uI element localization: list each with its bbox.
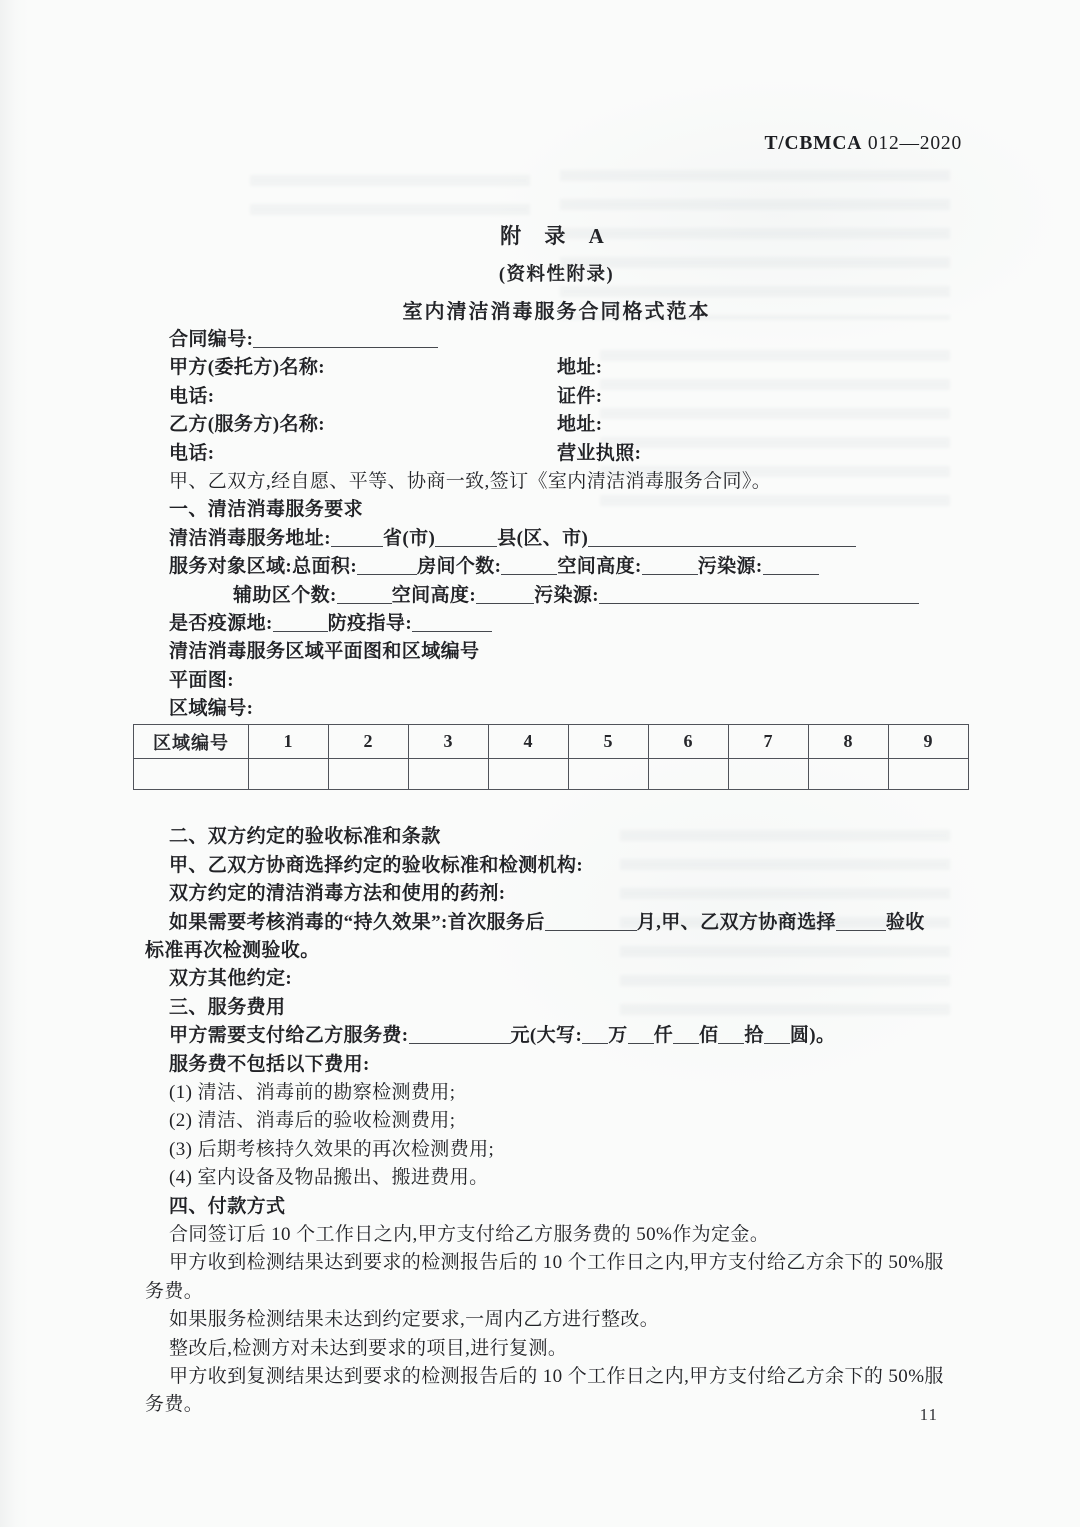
lasting-effect-line xyxy=(145,909,973,937)
text-segment: 合同编号: xyxy=(169,329,254,350)
plan-heading: 清洁消毒服务区域平面图和区域编号 xyxy=(169,641,480,663)
payment-paragraph: 甲方收到检测结果达到要求的检测报告后的 10 个工作日之内,甲方支付给乙方余下的 50%服 xyxy=(169,1252,944,1274)
blank-underline xyxy=(357,556,417,575)
fee-exclusion-item: (2) 清洁、消毒后的验收检测费用; xyxy=(169,1110,456,1132)
text-segment: 辅助区个数: xyxy=(233,584,337,606)
agreement-statement: 甲、乙双方,经自愿、平等、协商一致,签订《室内清洁消毒服务合同》。 xyxy=(169,470,772,492)
zone-table-empty-row xyxy=(134,759,969,790)
zone-table-header-cell: 4 xyxy=(489,725,569,759)
party-a-phone-label: 电话: xyxy=(169,385,215,407)
blank-underline xyxy=(764,1025,790,1044)
standard-code-prefix: T/CBMCA xyxy=(764,133,863,154)
appendix-title: 附 录 A xyxy=(500,224,613,248)
text-segment: 污染源: xyxy=(534,584,599,606)
lasting-effect-line-cont: 标准再次检测验收。 xyxy=(145,940,320,962)
title-block xyxy=(145,220,968,324)
payment-paragraph: 如果服务检测结果未达到约定要求,一周内乙方进行整改。 xyxy=(169,1309,660,1331)
zone-table-header-cell: 6 xyxy=(649,725,729,759)
text-segment: 如果需要考核消毒的“持久效果”:首次服务后 xyxy=(169,911,545,933)
zone-table-empty-cell xyxy=(409,759,489,790)
contract-number-line xyxy=(145,326,973,354)
zone-table-empty-cell xyxy=(649,759,729,790)
text-segment: 圆)。 xyxy=(789,1025,836,1047)
epidemic-source-line xyxy=(145,610,973,638)
fee-exclusion-item: (1) 清洁、消毒前的勘察检测费用; xyxy=(169,1081,456,1103)
zone-table-header-cell: 3 xyxy=(409,725,489,759)
method-agent-line: 双方约定的清洁消毒方法和使用的药剂: xyxy=(169,883,506,905)
section4-heading: 四、付款方式 xyxy=(169,1195,286,1217)
payment-paragraph-cont: 务费。 xyxy=(145,1280,204,1302)
fee-exclusion-heading: 服务费不包括以下费用: xyxy=(169,1053,370,1075)
party-a-id-label: 证件: xyxy=(557,385,603,407)
payment-paragraph-cont: 务费。 xyxy=(145,1394,204,1416)
service-address-line xyxy=(145,525,973,553)
fee-exclusion-item: (3) 后期考核持久效果的再次检测费用; xyxy=(169,1138,495,1160)
party-b-contact-row xyxy=(145,440,973,468)
party-b-address-label: 地址: xyxy=(557,414,603,436)
text-segment: 污染源: xyxy=(697,556,763,578)
text-segment: 空间高度: xyxy=(391,584,477,606)
blank-underline xyxy=(337,585,392,604)
blank-underline xyxy=(588,528,856,547)
page-number: 11 xyxy=(919,1405,938,1424)
text-segment: 防疫指导: xyxy=(327,612,413,634)
service-fee-line xyxy=(145,1022,973,1050)
party-b-phone-label: 电话: xyxy=(169,442,215,464)
text-segment: 元(大写: xyxy=(510,1025,583,1047)
zone-table-empty-cell xyxy=(134,759,249,790)
text-segment: 是否疫源地: xyxy=(169,612,273,634)
text-segment: 县(区、市) xyxy=(497,527,589,549)
zone-table-empty-cell xyxy=(569,759,649,790)
text-segment: 服务对象区域:总面积: xyxy=(169,556,358,578)
blank-underline xyxy=(545,912,637,931)
blank-underline xyxy=(476,585,534,604)
zone-table-header-cell: 区域编号 xyxy=(134,725,249,759)
text-segment: 空间高度: xyxy=(557,556,642,578)
zone-table-header-cell: 7 xyxy=(729,725,809,759)
zone-table-header-row xyxy=(134,725,969,759)
payment-paragraph: 甲方收到复测结果达到要求的检测报告后的 10 个工作日之内,甲方支付给乙方余下的 50%服 xyxy=(169,1365,944,1387)
payment-paragraph: 合同签订后 10 个工作日之内,甲方支付给乙方服务费的 50%作为定金。 xyxy=(169,1223,770,1245)
zone-table-header-cell: 2 xyxy=(329,725,409,759)
blank-underline xyxy=(836,912,886,931)
zone-number-label: 区域编号: xyxy=(169,698,254,720)
section1-heading: 一、清洁消毒服务要求 xyxy=(169,499,364,521)
blank-underline xyxy=(582,1025,608,1044)
payment-paragraph: 整改后,检测方对未达到要求的项目,进行复测。 xyxy=(169,1337,568,1359)
section2-heading: 二、双方约定的验收标准和条款 xyxy=(169,826,441,848)
zone-table-header-cell: 1 xyxy=(249,725,329,759)
blank-underline xyxy=(599,585,919,604)
acceptance-standard-line: 甲、乙双方协商选择约定的验收标准和检测机构: xyxy=(169,854,584,876)
text-segment: 甲方需要支付给乙方服务费: xyxy=(169,1025,409,1047)
party-a-address-label: 地址: xyxy=(557,357,603,379)
party-a-name-row xyxy=(145,354,973,382)
zone-table-header-cell: 5 xyxy=(569,725,649,759)
appendix-note: (资料性附录) xyxy=(498,265,615,285)
party-a-contact-row xyxy=(145,383,973,411)
blank-underline xyxy=(409,1025,511,1044)
blank-underline xyxy=(628,1025,654,1044)
zone-table-header-cell: 8 xyxy=(809,725,889,759)
blank-underline xyxy=(331,528,383,547)
zone-number-table-wrap xyxy=(133,724,973,790)
text-segment: 仟 xyxy=(653,1025,673,1047)
standard-code xyxy=(764,133,962,155)
blank-underline xyxy=(412,613,492,632)
zone-number-table xyxy=(133,724,969,790)
text-segment: 拾 xyxy=(744,1025,764,1047)
service-target-line xyxy=(145,553,973,581)
party-b-license-label: 营业执照: xyxy=(557,442,642,464)
text-segment: 清洁消毒服务地址: xyxy=(169,527,331,549)
blank-underline xyxy=(435,528,497,547)
auxiliary-area-line xyxy=(145,582,973,610)
fee-exclusion-item: (4) 室内设备及物品搬出、搬进费用。 xyxy=(169,1167,489,1189)
standard-code-number: 012—2020 xyxy=(867,133,962,154)
blank-underline xyxy=(673,1025,699,1044)
zone-table-empty-cell xyxy=(489,759,569,790)
party-b-name-label: 乙方(服务方)名称: xyxy=(169,414,325,436)
zone-table-empty-cell xyxy=(729,759,809,790)
text-segment: 验收 xyxy=(885,911,925,933)
text-segment: 月,甲、乙双方协商选择 xyxy=(636,911,836,933)
zone-table-empty-cell xyxy=(809,759,889,790)
text-segment: 万 xyxy=(608,1025,628,1047)
zone-table-empty-cell xyxy=(889,759,969,790)
blank-underline xyxy=(642,556,698,575)
blank-underline xyxy=(763,556,819,575)
zone-table-header-cell: 9 xyxy=(889,725,969,759)
party-a-name-label: 甲方(委托方)名称: xyxy=(169,357,325,379)
blank-underline xyxy=(273,613,328,632)
blank-underline xyxy=(718,1025,744,1044)
text-segment: 佰 xyxy=(699,1025,719,1047)
text-segment: 省(市) xyxy=(382,527,436,549)
blank-underline xyxy=(253,329,438,348)
zone-table-empty-cell xyxy=(249,759,329,790)
blank-underline xyxy=(501,556,557,575)
party-b-name-row xyxy=(145,411,973,439)
other-agreements-line: 双方其他约定: xyxy=(169,968,293,990)
text-segment: 房间个数: xyxy=(417,556,502,578)
section3-heading: 三、服务费用 xyxy=(169,996,286,1018)
document-title: 室内清洁消毒服务合同格式范本 xyxy=(402,301,711,323)
plan-label: 平面图: xyxy=(169,669,234,691)
contract-body xyxy=(145,326,973,1420)
zone-table-empty-cell xyxy=(329,759,409,790)
